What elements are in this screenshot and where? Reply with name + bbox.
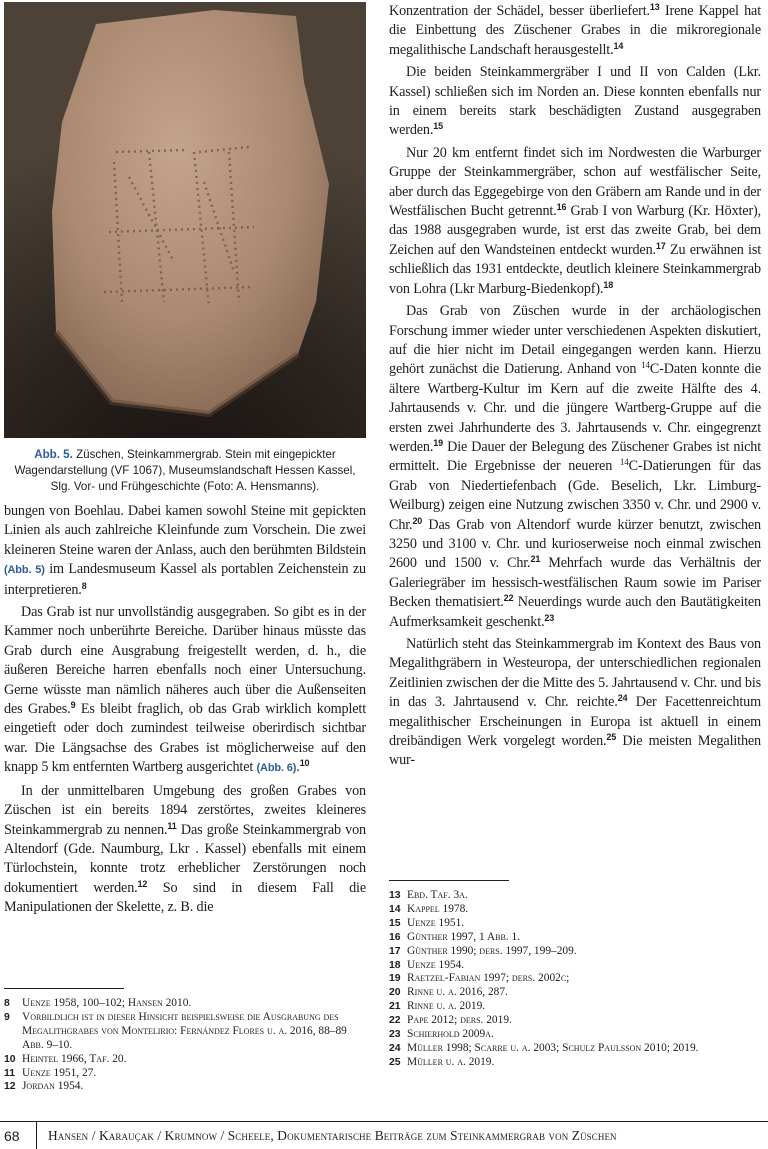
footnote [389,986,761,1000]
footnote-marker[interactable]: 15 [433,121,443,132]
footnote-text: Uenze 1958, 100–102; Hansen 2010. [22,997,192,1009]
footnote-text: Schierhold 2009a. [407,1028,494,1041]
footnote-marker[interactable]: 13 [649,2,660,12]
footnote-list [389,889,761,1070]
text-run: In der unmittelbaren Umgebung des großen Grabes von Züschen ist ein bereits 1894 zerstörtes, zweites kleineres Steinkammergrab zu nennen. [4,782,366,838]
right-footnotes [389,880,761,1070]
footnote [389,1014,761,1028]
text-run: Die Dauer der Belegung des Züschener Grabes ist nicht ermittelt. Die Ergebnisse der neueren [389,438,761,475]
footnote [4,1011,366,1053]
text-run: Das große Steinkammergrab von Altendorf (Gde. Naumburg, Lkr . Kassel) ebenfalls mit einem Türlochstein, konnte trotz erheblicher Zerstörungen noch dokumentiert werden. [4,821,367,896]
footnote-number: 22 [389,1015,401,1027]
footnote-number: 9 [4,1011,10,1023]
figure-label: Abb. 5. [34,448,73,461]
left-body-text [4,502,366,918]
footnote [4,1080,366,1094]
footnote [389,931,761,945]
footnote-number: 25 [389,1056,401,1068]
page-number: 68 [4,1128,20,1144]
footnote-number: 10 [4,1053,16,1065]
text-run: C-Datierungen für das Grab von Niedertiefenbach (Gde. Beselich, Lkr. Limburg-Weilburg) zeigen eine Nutzung zwischen 3350 v. Chr. und 2900 v. Chr. [389,458,761,533]
footnote-marker[interactable]: 20 [412,515,423,526]
text-run: Konzentration der Schädel, besser überliefert. [389,3,650,19]
footnote-number: 20 [389,987,401,999]
text-run: Mehrfach wurde das Verhältnis der Galeriegräber im hessisch-westfälischen Raum sowie im Pariser Becken thematisiert. [389,555,761,611]
left-footnotes [4,988,366,1094]
text-run: Zu erwähnen ist schließlich das 1931 entdeckte, deutlich kleinere Steinkammergrab von Lohra (Lkr Marburg-Biedenkopf). [389,241,761,297]
paragraph [389,144,761,299]
footer-divider [36,1122,37,1149]
footnote-text: Vorbildlich ist in dieser Hinsicht beispielsweise die Ausgrabung des Megalithgrabes von Montelirio: Fernández Flores u. a. 2016, 88–89 Abb. 9–10. [22,1010,347,1051]
footnote [389,945,761,959]
footnote-marker[interactable]: 14 [613,40,624,51]
footnote-number: 12 [4,1081,16,1093]
footnote-text: Kappel 1978. [407,902,469,915]
footnote [4,997,366,1011]
text-run: bungen von Boehlau. Dabei kamen sowohl Steine mit gepickten Linien als auch zahlreiche Kleinfunde zum Vorschein. Die zwei kleineren Steine waren der Anlass, auch den berühmten Bildstein [4,503,366,558]
text-run: Die beiden Steinkammergräber I und II von Calden (Lkr. Kassel) schließen sich im Norden an. Diese konnten ebenfalls nur in einem bereits stark beschädigten Zustand ausgegraben werden. [389,64,761,139]
footnote-number: 18 [389,959,401,971]
footnote-marker[interactable]: 24 [617,693,628,704]
footnote-text: Uenze 1951, 27. [22,1066,97,1079]
right-column [389,2,761,771]
paragraph [4,782,366,918]
footnote-marker[interactable]: 8 [81,580,87,591]
footnote-number: 14 [389,903,401,915]
footnote-marker[interactable]: 11 [167,820,177,831]
isotope-superscript: 14 [641,360,650,371]
footnote [389,917,761,931]
figure-caption [4,447,366,495]
figure-caption-text: Züschen, Steinkammergrab. Stein mit eingepickter Wagendarstellung (VF 1067), Museumslandschaft Hessen Kassel, Slg. Vor- und Frühgeschichte (Foto: A. Hensmanns). [14,448,356,493]
footnote-marker[interactable]: 10 [299,758,310,769]
footnote-text: Günther 1990; ders. 1997, 199–209. [407,944,577,957]
footnote-text: Günther 1997, 1 Abb. 1. [407,930,521,943]
figure-photo [4,2,366,438]
footnote [389,959,761,973]
footnote [389,1042,761,1056]
footnote [4,1067,366,1081]
footnote-text: Müller u. a. 2019. [407,1055,495,1068]
footnote-number: 16 [389,931,401,943]
footnote-rule [4,988,124,989]
footnote-number: 15 [389,917,401,929]
text-run: . [296,759,300,776]
footnote-marker[interactable]: 16 [556,202,567,213]
footnote [389,889,761,903]
footnote-marker[interactable]: 22 [503,593,514,604]
footnote-marker[interactable]: 19 [433,437,443,448]
footnote-marker[interactable]: 25 [606,732,617,743]
page-footer [0,1121,768,1149]
footnote-number: 21 [389,1001,401,1013]
paragraph [4,502,366,600]
footnote-marker[interactable]: 18 [603,279,614,290]
text-run: Das Grab ist nur unvollständig ausgegraben. So gibt es in der Kammer noch unberührte Bereiche. Darüber hinaus müsste das Grab durch eine Ausgrabung freigestellt werden, d. h., die äußeren Bereiche harren ebenfalls noch einer Untersuchung. Gerne wüsste man nämlich näheres auch über die Außenseiten des Grabes. [4,604,366,718]
text-run: Nur 20 km entfernt findet sich im Nordwesten die Warburger Gruppe der Steinkammergräber, schon auf westfälischer Seite, aber durch das Eggegebirge von den Gräbern am Rande und in der Westfälischen Bucht getrennt. [389,144,761,220]
footnote-number: 24 [389,1042,401,1054]
footnote-text: Pape 2012; ders. 2019. [407,1014,512,1027]
footnote-list [4,997,366,1094]
text-run: Neuerdings wurde auch den Bautätigkeiten Aufmerksamkeit geschenkt. [389,594,761,630]
paragraph [389,302,761,632]
paragraph [389,635,761,771]
text-run: Natürlich steht das Steinkammergrab im Kontext des Baus von Megalithgräbern in Westeuropa, der unterschiedlichen regionalen Zeitlinien zwischen der die Mitte des 5. Jahrtausend v. Chr. und bis in das 3. Jahrtausend v. Chr. reichte. [389,636,761,711]
figure-reference[interactable]: (Abb. 5) [4,564,45,577]
footnote [389,903,761,917]
footnote-number: 23 [389,1029,401,1041]
paragraph [4,603,366,779]
text-run: Irene Kappel hat die Einbettung des Züschener Grabes in die mikroregionale megalithische Landschaft herausgestellt. [389,3,761,58]
paragraph [389,63,761,141]
footnote [4,1053,366,1067]
footnote-text: Uenze 1951. [407,916,465,929]
footnote-marker[interactable]: 9 [70,700,76,711]
footnote-text: Uenze 1954. [407,958,465,971]
figure-reference[interactable]: (Abb. 6) [256,762,297,775]
paragraph [389,2,761,60]
footnote-marker[interactable]: 23 [544,612,555,623]
text-run: So sind in diesem Fall die Manipulationen der Skelette, z. B. die [4,879,366,916]
footnote-number: 13 [389,890,401,901]
running-head: Hansen / Karauçak / Krumnow / Scheele, Dokumentarische Beiträge zum Steinkammergrab von Züschen [48,1128,617,1143]
isotope-superscript: 14 [619,457,629,468]
footnote-number: 8 [4,998,10,1009]
text-run: C-Daten konnte die ältere Wartberg-Kultur im Kern auf die zweite Hälfte des 4. Jahrtausends v. Chr. und die jüngere Wartberg-Gruppe auf die ersten zwei Jahrhunderte des 3. Jahrtausends v. Chr. eingegrenzt werden. [389,361,761,455]
footnote-number: 19 [389,973,401,985]
footnote [389,1000,761,1014]
footnote [389,1028,761,1042]
carved-stone-image [4,2,366,438]
text-run: Grab I von Warburg (Kr. Höxter), das 1988 ausgegraben wurde, ist erst das zweite Grab, bei dem Zeichen auf den Wandsteinen entdeckt wurden. [389,203,762,258]
footnote-text: Rinne u. a. 2019. [407,1000,486,1013]
footnote-text: Heintel 1966, Taf. 20. [22,1052,127,1065]
footnote-text: Jordan 1954. [22,1080,84,1093]
footnote-marker[interactable]: 12 [137,878,148,889]
footnote-marker[interactable]: 21 [530,554,541,565]
text-run: Das Grab von Altendorf wurde kürzer benutzt, zwischen 3250 und 3100 v. Chr. und kurioserweise noch einmal zwischen 2600 und 1500 v. Chr. [389,516,761,572]
footnote-text: Ebd. Taf. 3a. [407,889,468,901]
footnote-number: 11 [4,1067,15,1079]
left-column [4,2,366,918]
footnote-rule [389,880,509,881]
footnote-marker[interactable]: 17 [655,240,666,251]
footnote-text: Raetzel-Fabian 1997; ders. 2002c; [407,972,570,985]
text-run: Die meisten Megalithen wur- [389,733,761,769]
footnote-text: Rinne u. a. 2016, 287. [407,986,508,999]
footnote-number: 17 [389,945,401,957]
footnote [389,1056,761,1070]
text-run: Der Facettenreichtum megalithischer Erscheinungen in Europa ist aktuell in einem dreibändigen Werk vorgelegt worden. [389,694,761,750]
footnote [389,972,761,986]
right-body-text [389,2,761,771]
text-run: Es bleibt fraglich, ob das Grab wirklich komplett eingetieft oder doch zumindest teilweise oberirdisch sichtbar war. Die Längsachse des Grabes ist möglicherweise auf den knapp 5 km entfernten Wartberg ausgerichtet [4,701,366,776]
text-run: im Landesmuseum Kassel als portablen Zeichenstein zu interpretieren. [4,561,366,598]
footnote-text: Müller 1998; Scarre u. a. 2003; Schulz Paulsson 2010; 2019. [407,1041,699,1054]
text-run: Das Grab von Züschen wurde in der archäologischen Forschung immer wieder unter verschiedenen Aspekten diskutiert, auf die hier nicht im Detail eingegangen werden kann. Hierzu gehört zunächst die Datierung. Anhand von [389,303,761,378]
